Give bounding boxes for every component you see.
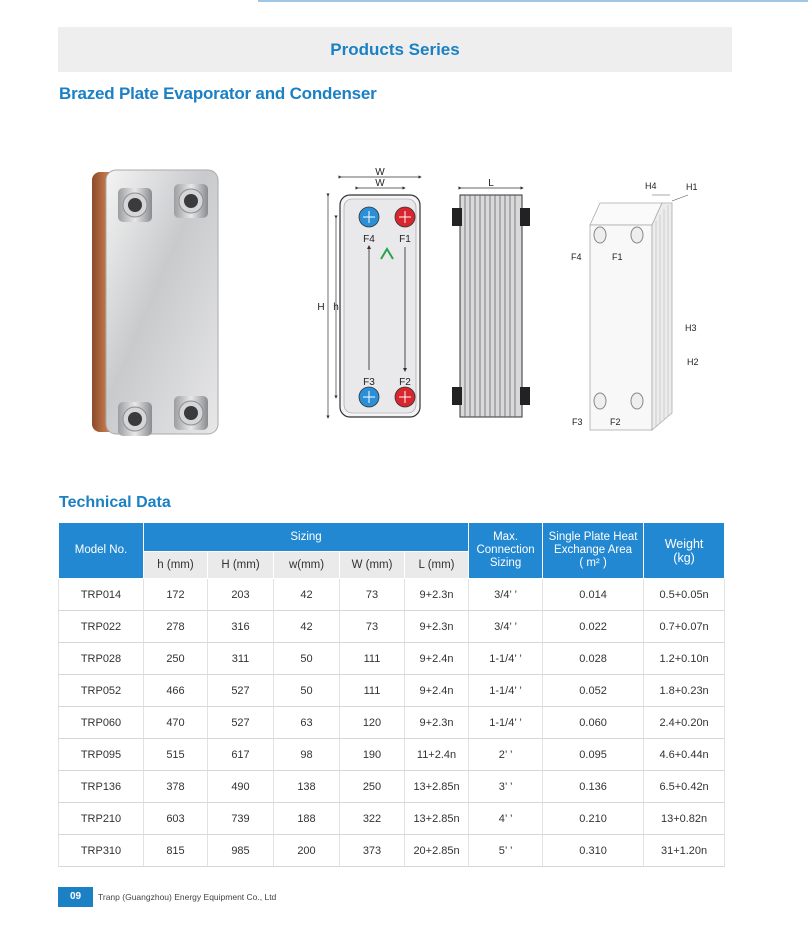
- table-cell: 73: [340, 611, 405, 643]
- table-cell: 373: [340, 835, 405, 867]
- table-row: [59, 675, 725, 707]
- banner-title: Products Series: [330, 40, 460, 59]
- table-row: [59, 803, 725, 835]
- table-cell: 50: [274, 643, 340, 675]
- sub-header-h: h (mm): [144, 552, 208, 579]
- table-cell: 200: [274, 835, 340, 867]
- svg-text:F3: F3: [363, 377, 375, 388]
- svg-text:F2: F2: [399, 377, 411, 388]
- table-cell: 0.7+0.07n: [644, 611, 725, 643]
- table-cell: 138: [274, 771, 340, 803]
- table-cell: 5’ ’: [469, 835, 543, 867]
- table-row: [59, 771, 725, 803]
- table-cell: 98: [274, 739, 340, 771]
- sizing-header: Sizing: [144, 523, 469, 552]
- svg-text:F2: F2: [610, 417, 621, 427]
- table-cell: TRP022: [59, 611, 144, 643]
- table-cell: 4.6+0.44n: [644, 739, 725, 771]
- svg-text:H4: H4: [645, 181, 657, 191]
- table-cell: 311: [208, 643, 274, 675]
- svg-text:F3: F3: [572, 417, 583, 427]
- table-cell: 42: [274, 611, 340, 643]
- svg-text:F4: F4: [571, 252, 582, 262]
- table-cell: 9+2.3n: [405, 611, 469, 643]
- sub-header-W: W (mm): [340, 552, 405, 579]
- table-cell: 9+2.3n: [405, 579, 469, 611]
- table-cell: 50: [274, 675, 340, 707]
- table-cell: 203: [208, 579, 274, 611]
- table-cell: 42: [274, 579, 340, 611]
- table-cell: 617: [208, 739, 274, 771]
- svg-text:H: H: [317, 302, 325, 313]
- table-cell: 9+2.4n: [405, 643, 469, 675]
- dimension-diagram: [300, 165, 720, 440]
- table-row: [59, 707, 725, 739]
- table-cell: 2.4+0.20n: [644, 707, 725, 739]
- svg-text:H2: H2: [687, 357, 699, 367]
- table-cell: TRP210: [59, 803, 144, 835]
- table-cell: 4’ ’: [469, 803, 543, 835]
- svg-text:F1: F1: [399, 234, 411, 245]
- side-view: [452, 178, 530, 417]
- table-cell: 3/4’ ’: [469, 579, 543, 611]
- table-cell: 0.028: [543, 643, 644, 675]
- table-cell: 188: [274, 803, 340, 835]
- table-cell: 13+2.85n: [405, 803, 469, 835]
- table-cell: 13+0.82n: [644, 803, 725, 835]
- svg-text:W: W: [375, 178, 385, 189]
- svg-text:H3: H3: [685, 323, 697, 333]
- table-cell: 0.095: [543, 739, 644, 771]
- table-cell: 0.060: [543, 707, 644, 739]
- svg-text:h: h: [333, 302, 339, 313]
- svg-text:H1: H1: [686, 182, 698, 192]
- table-row: [59, 611, 725, 643]
- table-cell: 0.052: [543, 675, 644, 707]
- table-cell: 0.5+0.05n: [644, 579, 725, 611]
- products-series-banner: [58, 27, 732, 72]
- table-cell: TRP028: [59, 643, 144, 675]
- table-cell: 515: [144, 739, 208, 771]
- table-cell: 1-1/4’ ’: [469, 707, 543, 739]
- table-cell: 6.5+0.42n: [644, 771, 725, 803]
- svg-text:F4: F4: [363, 234, 375, 245]
- connection-header: Max. Connection Sizing: [469, 523, 543, 579]
- table-cell: 527: [208, 675, 274, 707]
- sub-header-w: w(mm): [274, 552, 340, 579]
- table-cell: 9+2.3n: [405, 707, 469, 739]
- top-rule: [258, 0, 808, 2]
- table-cell: 278: [144, 611, 208, 643]
- front-view: [317, 167, 420, 417]
- table-row: [59, 739, 725, 771]
- table-cell: 111: [340, 675, 405, 707]
- table-cell: 815: [144, 835, 208, 867]
- table-cell: TRP136: [59, 771, 144, 803]
- table-cell: 470: [144, 707, 208, 739]
- table-cell: 0.136: [543, 771, 644, 803]
- table-cell: 31+1.20n: [644, 835, 725, 867]
- sub-header-H: H (mm): [208, 552, 274, 579]
- table-cell: 739: [208, 803, 274, 835]
- table-cell: 172: [144, 579, 208, 611]
- table-cell: 9+2.4n: [405, 675, 469, 707]
- table-cell: 11+2.4n: [405, 739, 469, 771]
- table-cell: 490: [208, 771, 274, 803]
- svg-text:F1: F1: [612, 252, 623, 262]
- table-cell: 0.014: [543, 579, 644, 611]
- table-row: [59, 579, 725, 611]
- sub-header-L: L (mm): [405, 552, 469, 579]
- product-photo: [78, 140, 228, 450]
- table-cell: 190: [340, 739, 405, 771]
- table-cell: 73: [340, 579, 405, 611]
- technical-data-title: Technical Data: [59, 494, 171, 511]
- table-cell: 1-1/4’ ’: [469, 643, 543, 675]
- table-cell: 985: [208, 835, 274, 867]
- table-cell: 63: [274, 707, 340, 739]
- table-cell: 0.310: [543, 835, 644, 867]
- table-cell: TRP060: [59, 707, 144, 739]
- table-cell: 250: [340, 771, 405, 803]
- table-cell: 603: [144, 803, 208, 835]
- company-name: Tranp (Guangzhou) Energy Equipment Co., Ltd: [98, 892, 277, 902]
- table-cell: TRP052: [59, 675, 144, 707]
- table-cell: 316: [208, 611, 274, 643]
- model-header: Model No.: [59, 523, 144, 579]
- svg-text:W: W: [375, 167, 385, 178]
- table-cell: 250: [144, 643, 208, 675]
- table-cell: 0.210: [543, 803, 644, 835]
- table-cell: 13+2.85n: [405, 771, 469, 803]
- table-cell: 1.2+0.10n: [644, 643, 725, 675]
- table-cell: 120: [340, 707, 405, 739]
- table-cell: 466: [144, 675, 208, 707]
- table-row: [59, 643, 725, 675]
- table-cell: 3’ ’: [469, 771, 543, 803]
- table-cell: 3/4’ ’: [469, 611, 543, 643]
- svg-text:L: L: [488, 178, 494, 189]
- table-body: [59, 579, 725, 867]
- table-cell: 527: [208, 707, 274, 739]
- table-cell: 1.8+0.23n: [644, 675, 725, 707]
- technical-data-table: [58, 522, 725, 867]
- table-cell: TRP095: [59, 739, 144, 771]
- table-cell: 20+2.85n: [405, 835, 469, 867]
- product-subtitle: Brazed Plate Evaporator and Condenser: [59, 84, 377, 103]
- table-row: [59, 835, 725, 867]
- table-cell: TRP310: [59, 835, 144, 867]
- table-cell: 1-1/4’ ’: [469, 675, 543, 707]
- weight-header: Weight (kg): [644, 523, 725, 579]
- area-header: Single Plate Heat Exchange Area ( m² ): [543, 523, 644, 579]
- table-cell: 378: [144, 771, 208, 803]
- page-number: 09: [58, 887, 93, 907]
- table-cell: 0.022: [543, 611, 644, 643]
- table-cell: 111: [340, 643, 405, 675]
- table-cell: 322: [340, 803, 405, 835]
- table-cell: TRP014: [59, 579, 144, 611]
- isometric-view: [571, 181, 699, 430]
- table-cell: 2’ ’: [469, 739, 543, 771]
